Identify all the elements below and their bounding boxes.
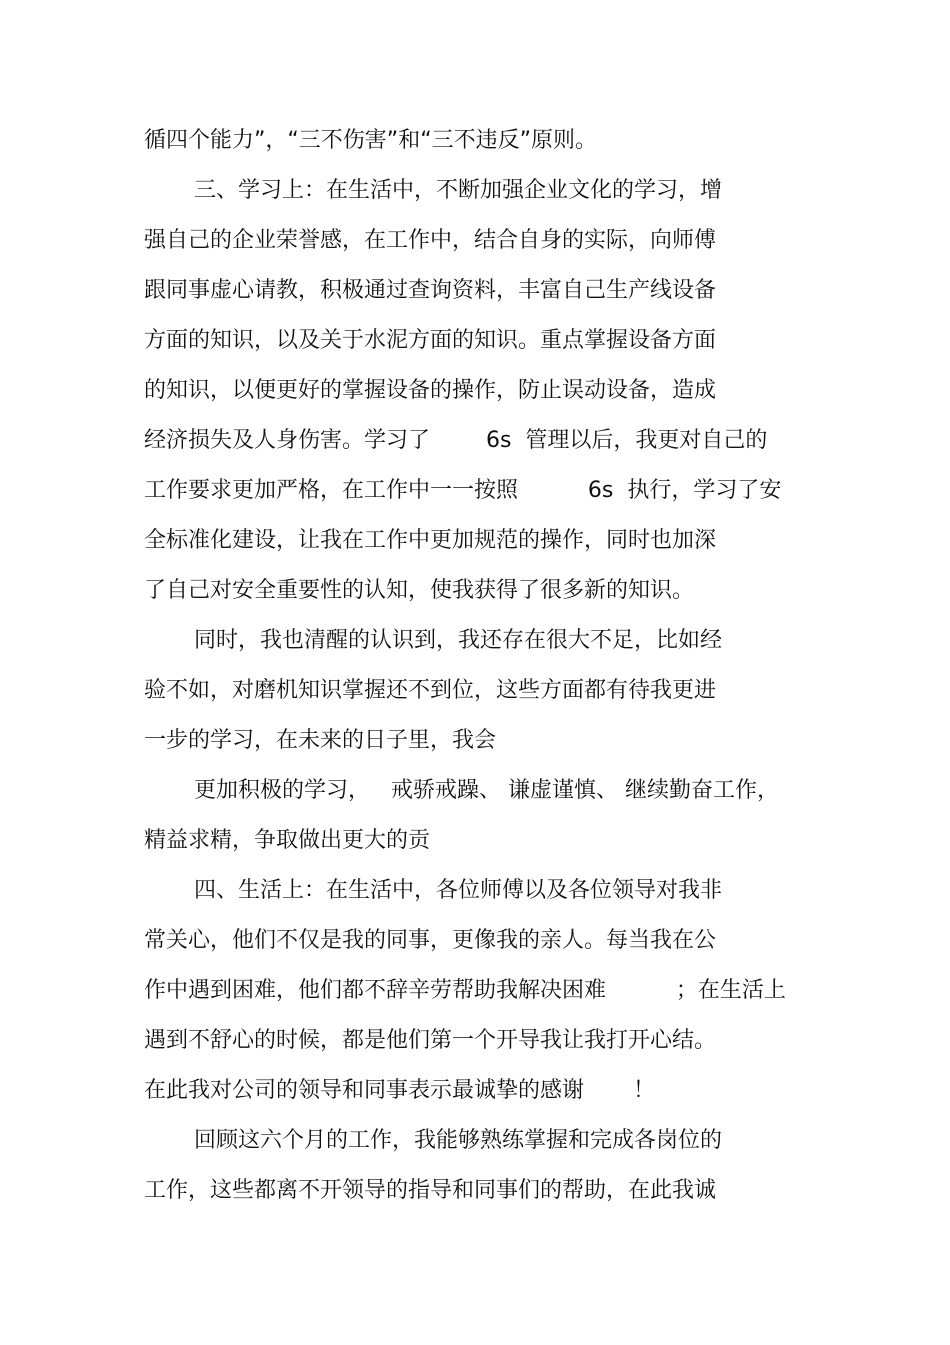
text-line: 全标准化建设，让我在工作中更加规范的操作，同时也加深 [144, 528, 717, 553]
text-line: 工作，这些都离不开领导的指导和同事们的帮助，在此我诚 [144, 1178, 717, 1203]
text-line: 遇到不舒心的时候，都是他们第一个开导我让我打开心结。 [144, 1028, 717, 1053]
text-line: 工作要求更加严格，在工作中一一按照 6s 执行，学习了安 [144, 478, 782, 503]
text-line: 精益求精，争取做出更大的贡 [144, 828, 431, 853]
text-line: 经济损失及人身伤害。学习了 6s 管理以后，我更对自己的 [144, 428, 768, 453]
text-line: 验不如，对磨机知识掌握还不到位，这些方面都有待我更进 [144, 678, 717, 703]
text-line: 了自己对安全重要性的认知，使我获得了很多新的知识。 [144, 578, 695, 603]
paragraph-line: 三、学习上：在生活中，不断加强企业文化的学习，增 [194, 178, 723, 203]
text-line: 强自己的企业荣誉感，在工作中，结合自身的实际，向师傅 [144, 228, 717, 253]
text-line: 在此我对公司的领导和同事表示最诚挚的感谢 ！ [144, 1078, 655, 1103]
text-line: 循四个能力”，“三不伤害”和“三不违反”原则。 [144, 128, 597, 153]
paragraph-line: 四、生活上：在生活中，各位师傅以及各位领导对我非 [194, 878, 723, 903]
text-line: 常关心，他们不仅是我的同事，更像我的亲人。每当我在公 [144, 928, 717, 953]
paragraph-line: 更加积极的学习， 戒骄戒躁、 谦虚谨慎、 继续勤奋工作， [194, 778, 779, 803]
text-line: 的知识，以便更好的掌握设备的操作，防止误动设备，造成 [144, 378, 717, 403]
text-line: 一步的学习，在未来的日子里，我会 [144, 728, 497, 753]
text-line: 跟同事虚心请教，积极通过查询资料，丰富自己生产线设备 [144, 278, 717, 303]
text-line: 作中遇到困难，他们都不辞辛劳帮助我解决困难 ；在生活上 [144, 978, 786, 1003]
paragraph-line: 回顾这六个月的工作，我能够熟练掌握和完成各岗位的 [194, 1128, 723, 1153]
text-line: 方面的知识，以及关于水泥方面的知识。重点掌握设备方面 [144, 328, 717, 353]
paragraph-line: 同时，我也清醒的认识到，我还存在很大不足，比如经 [194, 628, 723, 653]
